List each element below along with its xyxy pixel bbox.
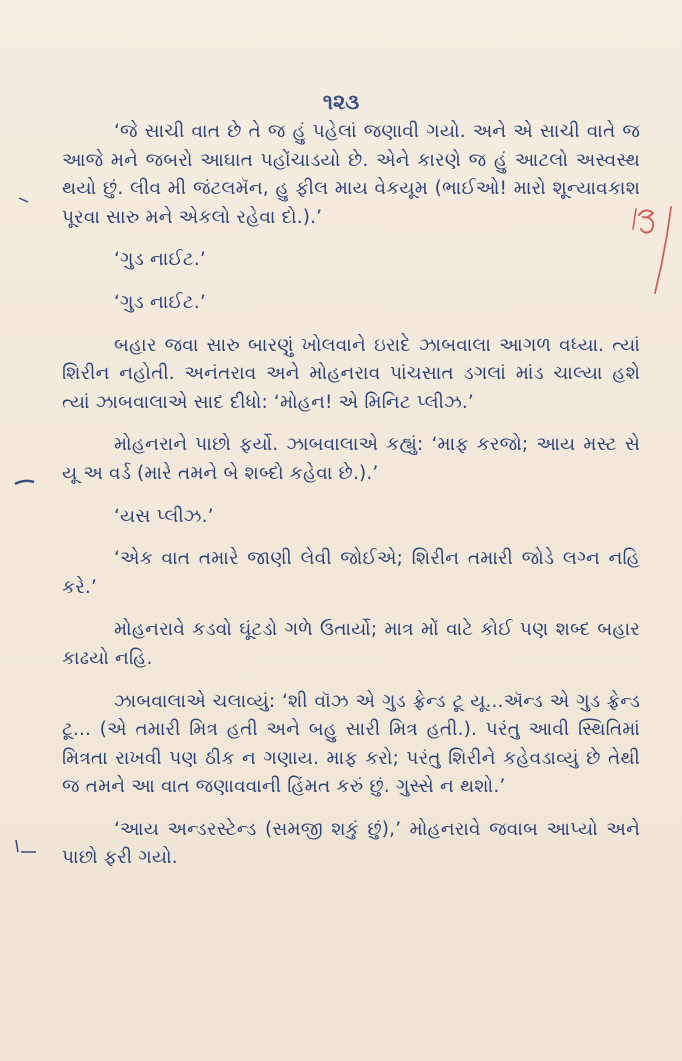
page-number: ૧૨૩	[322, 90, 360, 114]
paragraph: મોહનરાને પાછો ફર્યો. ઝાબવાલાએ કહ્યું: ‘માફ કરજો; આય મસ્ટ સે યૂ અ વર્ડ (મારે તમને બે શબ્દો કહેવા છે.).’	[62, 434, 640, 484]
paragraph: ‘આય અન્ડરસ્ટેન્ડ (સમજી શકું છું),’ મોહનરાવે જવાબ આપ્યો અને પાછો ફરી ગયો.	[62, 818, 640, 869]
paragraph: ‘યસ પ્લીઝ.’	[114, 505, 214, 527]
page-body-text	[62, 118, 640, 887]
edge-mark	[12, 838, 38, 856]
paragraph: ‘જે સાચી વાત છે તે જ હું પહેલાં જણાવી ગયો. અને એ સાચી વાતે જ આજે મને જબરો આઘાત પહોંચાડયો છે. એને કારણે જ હું આટલો અસ્વસ્થ થયો છું. લીવ મી જંટલમૅન, હુ ફીલ માય વેકયૂમ (ભાઈઓ! મારો શૂન્યાવકાશ પૂરવા સારુ મને એકલો રહેવા દો.).’	[62, 121, 640, 228]
paragraph: ઝાબવાલાએ ચલાવ્યું: ‘શી વૉઝ એ ગુડ ફ્રેન્ડ ટૂ યૂ...ઍન્ડ એ ગુડ ફ્રેન્ડ ટૂ... (એ તમારી મિત્ર હતી અને બહુ સારી મિત્ર હતી.). પરંતુ આવી સ્થિતિમાં મિત્રતા રાખવી પણ ઠીક ન ગણાય. માફ કરો; પરંતુ શિરીને કહેવડાવ્યું છે તેથી જ તમને આ વાત જણાવવાની હિંમત કરું છું. ગુસ્સે ન થશો.’	[62, 690, 640, 798]
edge-mark	[14, 476, 36, 488]
edge-mark	[18, 196, 30, 204]
paragraph: મોહનરાવે કડવો ઘૂંટડો ગળે ઉતાર્યો; માત્ર મોં વાટે કોઈ પણ શબ્દ બહાર કાઢયો નહિ.	[62, 619, 640, 669]
paragraph: બહાર જવા સારુ બારણું ખોલવાને ઇરાદે ઝાબવાલા આગળ વધ્યા. ત્યાં શિરીન નહોતી. અનંતરાવ અને મોહનરાવ પાંચસાત ડગલાં માંડ ચાલ્યા હશે ત્યાં ઝાબવાલાએ સાદ દીધો: ‘મોહન! એ મિનિટ પ્લીઝ.’	[62, 334, 640, 413]
paragraph: ‘ગુડ નાઈટ.’	[114, 249, 206, 271]
paragraph: ‘એક વાત તમારે જાણી લેવી જોઈએ; શિરીન તમારી જોડે લગ્ન નહિ કરે.’	[62, 548, 640, 598]
pencil-margin-annotation	[631, 205, 675, 297]
paragraph: ‘ગુડ નાઈટ.’	[114, 291, 206, 313]
